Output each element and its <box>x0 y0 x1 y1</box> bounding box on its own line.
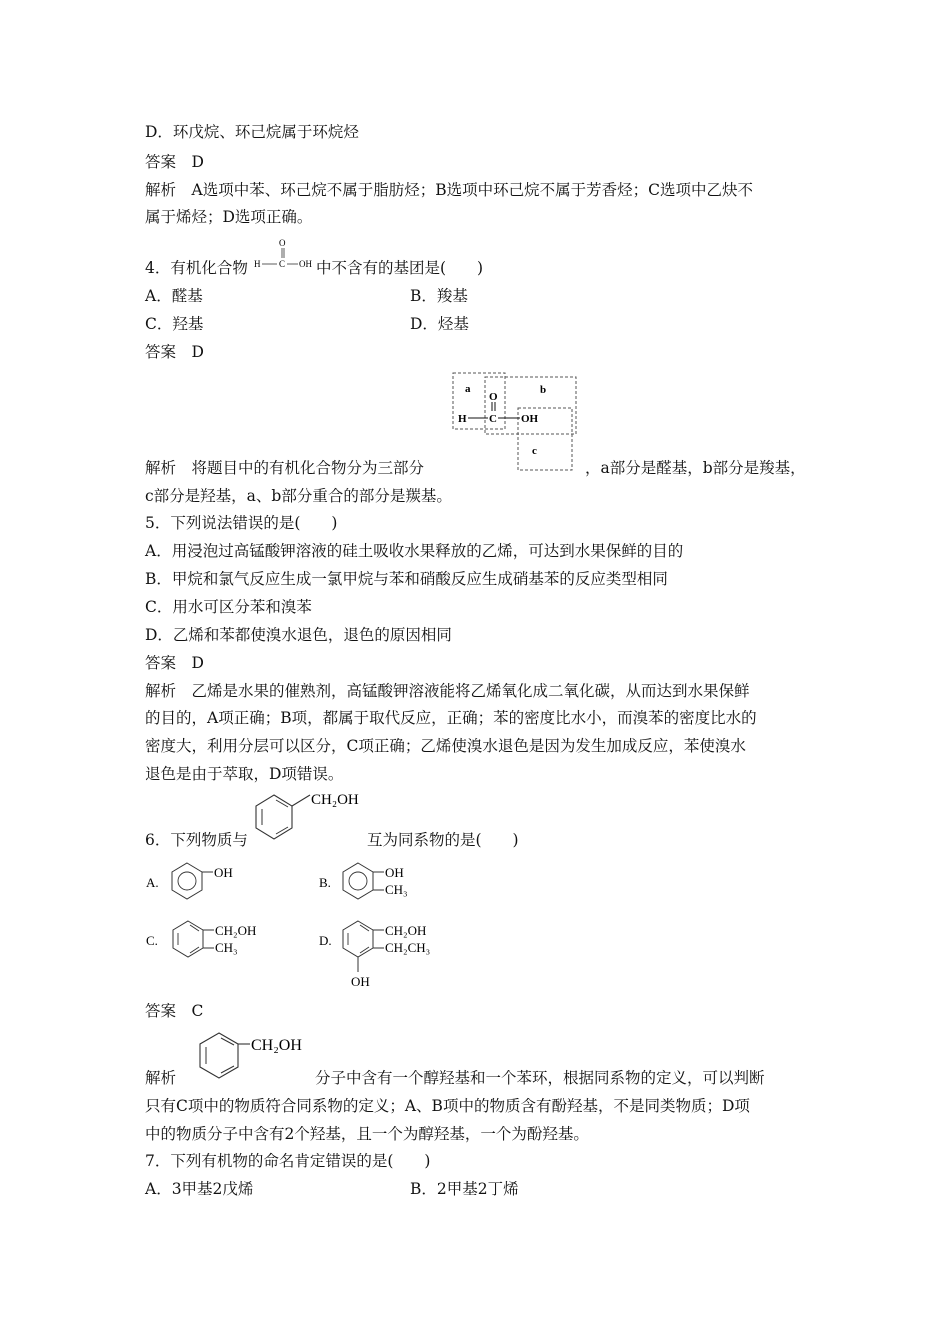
benzyl-alcohol-structure <box>195 1030 325 1086</box>
substituent-label: CH₂OH <box>385 923 427 938</box>
substituent-label: CH₃ <box>215 940 238 955</box>
explanation-line: 解析 A选项中苯、环己烷不属于脂肪烃；B选项中环己烷不属于芳香烃；C选项中乙炔不 <box>145 181 753 199</box>
option-label: C. <box>146 933 158 948</box>
substituent-label: CH₃ <box>385 882 408 897</box>
option-label: A. <box>146 875 159 890</box>
q5-option-b: B．甲烷和氯气反应生成一氯甲烷与苯和硝酸反应生成硝基苯的反应类型相同 <box>145 570 668 588</box>
answer-line: 答案 D <box>145 153 204 171</box>
q5-option-a: A．用浸泡过高锰酸钾溶液的硅土吸收水果释放的乙烯，可达到水果保鲜的目的 <box>145 542 684 560</box>
answer-line: 答案 D <box>145 654 204 672</box>
explanation-line: 属于烯烃；D选项正确。 <box>145 208 313 226</box>
formula-group-oh: OH <box>299 259 312 269</box>
q6-option-b <box>318 856 428 910</box>
explanation-line: 解析 乙烯是水果的催熟剂，高锰酸钾溶液能将乙烯氧化成二氧化碳，从而达到水果保鲜 <box>145 682 750 700</box>
q4-option-a: A．醛基 <box>145 287 203 305</box>
explanation-line: 中的物质分子中含有2个羟基，且一个为醇羟基，一个为酚羟基。 <box>145 1125 589 1143</box>
question-5: 5．下列说法错误的是( ) <box>145 514 338 532</box>
answer-line: 答案 C <box>145 1002 204 1020</box>
question-6-suffix: 互为同系物的是( ) <box>367 831 519 849</box>
explanation-suffix: 分子中含有一个醇羟基和一个苯环，根据同系物的定义，可以判断 <box>315 1069 765 1087</box>
q4-option-d: D．烃基 <box>410 315 469 333</box>
formula-atom-o: O <box>279 238 286 248</box>
q5-option-c: C．用水可区分苯和溴苯 <box>145 598 312 616</box>
substituent-label: OH <box>351 974 370 989</box>
substituent-label: CH₂OH <box>215 923 257 938</box>
explanation-line: 退色是由于萃取，D项错误。 <box>145 765 344 783</box>
explanation-prefix: 解析 <box>145 1069 177 1087</box>
explanation-line: 只有C项中的物质符合同系物的定义；A、B项中的物质含有酚羟基，不是同类物质；D项 <box>145 1097 750 1115</box>
q7-option-b: B．2甲基2丁烯 <box>410 1180 519 1198</box>
q7-option-a: A．3甲基2戊烯 <box>145 1180 254 1198</box>
substituent-label: OH <box>214 865 233 880</box>
question-6-prefix: 6．下列物质与 <box>145 831 248 849</box>
q6-option-d <box>318 914 453 994</box>
substituent-label: CH₂CH₃ <box>385 940 431 955</box>
explanation-prefix: 解析 将题目中的有机化合物分为三部分 <box>145 459 425 477</box>
formula-atom-o: O <box>489 391 498 403</box>
answer-line: 答案 D <box>145 343 204 361</box>
option-d-line: D．环戊烷、环己烷属于环烷烃 <box>145 123 359 141</box>
formic-acid-structure <box>252 234 318 280</box>
q6-option-c <box>145 914 275 968</box>
formula-atom-c: C <box>489 413 497 425</box>
formula-partition-diagram <box>448 370 580 474</box>
formula-atom-h: H <box>458 413 467 425</box>
explanation-line: c部分是羟基，a、b部分重合的部分是羰基。 <box>145 487 452 505</box>
region-label-a: a <box>465 383 471 395</box>
explanation-line: 的目的，A项正确；B项，都属于取代反应，正确；苯的密度比水小，而溴苯的密度比水的 <box>145 709 757 727</box>
option-label: D. <box>319 933 332 948</box>
option-label: B. <box>319 875 331 890</box>
formula-atom-h: H <box>254 259 261 269</box>
region-label-b: b <box>540 384 547 396</box>
substituent-label: OH <box>385 865 404 880</box>
region-label-c: c <box>532 445 537 457</box>
q6-option-a <box>145 858 255 908</box>
question-4-prefix: 4．有机化合物 <box>145 259 248 277</box>
q4-option-b: B．羧基 <box>410 287 468 305</box>
benzyl-alcohol-structure <box>252 792 372 848</box>
q5-option-d: D．乙烯和苯都使溴水退色，退色的原因相同 <box>145 626 452 644</box>
substituent-label: CH₂OH <box>251 1037 302 1054</box>
explanation-suffix: ，a部分是醛基，b部分是羧基， <box>585 459 806 477</box>
substituent-label: CH₂OH <box>311 792 359 808</box>
explanation-line: 密度大，利用分层可以区分，C项正确；乙烯使溴水退色是因为发生加成反应，苯使溴水 <box>145 737 746 755</box>
q4-option-c: C．羟基 <box>145 315 204 333</box>
formula-atom-c: C <box>279 259 286 269</box>
question-4-suffix: 中不含有的基团是( ) <box>316 259 484 277</box>
formula-group-oh: OH <box>521 413 539 425</box>
question-7: 7．下列有机物的命名肯定错误的是( ) <box>145 1152 431 1170</box>
